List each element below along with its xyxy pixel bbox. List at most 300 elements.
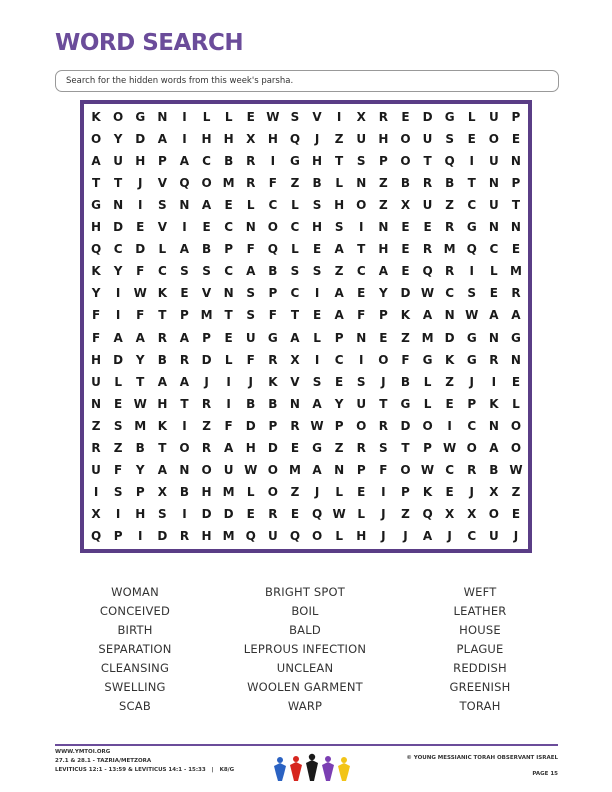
grid-letter: A (223, 440, 234, 455)
grid-letter: D (400, 418, 411, 433)
grid-letter: O (400, 132, 411, 147)
word-search-grid (80, 100, 532, 553)
grid-letter: D (201, 352, 212, 367)
grid-letter: U (422, 132, 433, 147)
grid-letter: U (113, 154, 124, 169)
grid-letter: B (246, 396, 256, 411)
grid-letter: Z (290, 484, 300, 499)
grid-letter: U (488, 154, 499, 169)
grid-letter: H (378, 132, 389, 147)
grid-letter: W (133, 286, 147, 301)
grid-letter: I (359, 352, 364, 367)
grid-letter: P (423, 440, 432, 455)
grid-letter: S (113, 418, 123, 433)
grid-letter: R (268, 352, 278, 367)
grid-letter: X (489, 484, 499, 499)
grid-letter: Z (401, 330, 410, 345)
grid-letter: Z (445, 198, 454, 213)
grid-letter: O (201, 462, 212, 477)
grid-letter: P (356, 462, 366, 477)
grid-letter: P (224, 242, 234, 257)
grid-letter: S (445, 132, 454, 147)
grid-letter: H (312, 220, 323, 235)
grid-letter: V (157, 220, 167, 235)
grid-letter: E (489, 286, 498, 301)
grid-letter: O (201, 176, 212, 191)
grid-letter: J (138, 176, 143, 191)
grid-letter: I (182, 506, 187, 521)
grid-letter: U (356, 132, 367, 147)
word-list-item: UNCLEAN (276, 661, 334, 675)
grid-letter: K (157, 286, 167, 301)
grid-letter: X (91, 506, 101, 521)
grid-letter: O (466, 440, 477, 455)
grid-letter: S (379, 440, 388, 455)
grid-letter: U (267, 528, 278, 543)
grid-letter: L (490, 264, 498, 279)
grid-letter: J (469, 484, 474, 499)
grid-letter: Z (202, 418, 211, 433)
grid-letter: L (335, 528, 343, 543)
grid-letter: I (182, 132, 187, 147)
footer-grade: K8/G (219, 767, 235, 773)
grid-letter: H (135, 506, 146, 521)
grid-letter: G (511, 330, 521, 345)
grid-letter: P (334, 330, 344, 345)
grid-letter: C (445, 462, 455, 477)
grid-letter: H (245, 440, 256, 455)
grid-letter: S (312, 264, 322, 279)
grid-letter: T (511, 198, 521, 213)
word-list-item: SCAB (119, 699, 151, 713)
grid-letter: P (334, 418, 344, 433)
grid-letter: I (491, 374, 497, 389)
grid-letter: T (158, 440, 167, 455)
grid-letter: W (420, 286, 435, 301)
grid-letter: I (314, 286, 320, 301)
grid-letter: I (138, 198, 143, 213)
grid-letter: P (378, 154, 388, 169)
grid-letter: E (312, 242, 322, 257)
grid-letter: F (136, 264, 145, 279)
grid-letter: B (224, 154, 234, 169)
grid-letter: U (91, 374, 101, 389)
grid-letter: L (335, 484, 343, 499)
grid-letter: H (91, 220, 102, 235)
grid-letter: K (157, 418, 167, 433)
grid-letter: L (467, 110, 476, 125)
grid-letter: H (378, 242, 389, 257)
grid-letter: X (290, 352, 300, 367)
grid-letter: E (224, 330, 233, 345)
children-logo-icon (270, 752, 354, 782)
grid-letter: S (334, 220, 344, 235)
grid-letter: Q (466, 242, 477, 257)
grid-letter: O (422, 418, 433, 433)
grid-letter: E (511, 374, 521, 389)
grid-letter: P (202, 330, 211, 345)
grid-letter: E (312, 308, 322, 323)
grid-letter: R (378, 418, 388, 433)
grid-letter: A (290, 330, 300, 345)
grid-letter: Y (334, 396, 344, 411)
grid-letter: O (267, 220, 278, 235)
grid-letter: G (444, 110, 455, 125)
grid-letter: U (422, 198, 433, 213)
grid-letter: D (113, 352, 124, 367)
grid-letter: F (136, 308, 145, 323)
grid-letter: G (290, 154, 300, 169)
grid-letter: D (400, 286, 411, 301)
grid-letter: N (289, 396, 300, 411)
grid-letter: Q (422, 506, 433, 521)
grid-letter: A (179, 330, 190, 345)
grid-letter: R (445, 264, 455, 279)
grid-letter: N (488, 330, 499, 345)
grid-letter: G (400, 396, 411, 411)
grid-letter: L (224, 352, 233, 367)
grid-letter: I (115, 308, 121, 323)
grid-letter: S (290, 110, 300, 125)
grid-letter: Z (334, 264, 344, 279)
grid-letter: C (334, 352, 344, 367)
footer-right (406, 750, 558, 782)
grid-letter: O (400, 462, 411, 477)
grid-letter: B (400, 176, 411, 191)
word-list (55, 584, 555, 714)
grid-letter: K (91, 110, 101, 125)
grid-letter: T (357, 242, 366, 257)
grid-letter: F (268, 308, 277, 323)
grid-letter: T (335, 154, 344, 169)
grid-letter: J (314, 132, 320, 147)
grid-letter: R (489, 352, 499, 367)
grid-letter: H (356, 528, 367, 543)
grid-letter: T (290, 308, 300, 323)
grid-letter: E (445, 484, 454, 499)
grid-letter: L (291, 198, 299, 213)
grid-letter: P (113, 528, 123, 543)
grid-letter: S (202, 264, 211, 279)
grid-letter: A (489, 308, 499, 323)
grid-letter: K (400, 308, 411, 323)
grid-letter: Z (378, 176, 388, 191)
grid-letter: G (466, 330, 477, 345)
grid-letter: F (401, 352, 410, 367)
grid-letter: Q (179, 176, 190, 191)
grid-letter: I (115, 286, 121, 301)
grid-letter: C (290, 286, 300, 301)
grid-letter: U (91, 462, 101, 477)
grid-letter: N (488, 418, 499, 433)
grid-letter: K (422, 484, 433, 499)
grid-letter: R (356, 440, 366, 455)
grid-letter: B (445, 176, 455, 191)
word-list-item: CLEANSING (100, 661, 170, 675)
grid-letter: B (201, 242, 212, 257)
grid-letter: L (246, 484, 255, 499)
grid-letter: R (511, 286, 521, 301)
grid-letter: Y (135, 352, 145, 367)
grid-letter: A (201, 198, 212, 213)
word-list-item: REDDISH (453, 661, 507, 675)
grid-letter: S (312, 198, 322, 213)
word-list-item: PLAGUE (456, 642, 504, 656)
grid-letter: P (511, 110, 521, 125)
grid-letter: A (334, 242, 344, 257)
grid-letter: N (378, 220, 389, 235)
grid-letter: E (511, 242, 521, 257)
grid-letter: R (157, 330, 167, 345)
grid-letter: T (423, 154, 432, 169)
grid-letter: Z (445, 374, 454, 389)
footer-verses: LEVITICUS 12:1 - 13:59 & LEVITICUS 14:1 - 15:33 (55, 767, 206, 773)
grid-letter: X (445, 506, 455, 521)
grid-letter: K (444, 352, 455, 367)
grid-letter: F (246, 242, 255, 257)
grid-letter: L (313, 330, 321, 345)
grid-letter: S (158, 198, 167, 213)
grid-letter: I (93, 484, 99, 499)
grid-letter: I (226, 396, 231, 411)
word-list-item: WARP (287, 699, 323, 713)
grid-letter: I (359, 220, 364, 235)
grid-letter: Q (90, 242, 102, 257)
grid-letter: V (312, 110, 322, 125)
grid-letter: I (182, 220, 187, 235)
grid-letter: S (158, 506, 167, 521)
grid-letter: N (444, 308, 455, 323)
grid-letter: R (201, 440, 212, 455)
grid-letter: C (290, 220, 300, 235)
grid-letter: E (423, 220, 432, 235)
grid-letter: R (467, 462, 477, 477)
grid-letter: Q (444, 154, 455, 169)
grid-letter: F (268, 176, 277, 191)
word-list-item: TORAH (459, 699, 501, 713)
grid-letter: W (244, 462, 258, 477)
grid-letter: Q (289, 132, 301, 147)
grid-letter: L (512, 396, 520, 411)
grid-letter: J (381, 528, 386, 543)
grid-letter: M (288, 462, 301, 477)
grid-letter: M (222, 176, 235, 191)
grid-letter: U (245, 330, 256, 345)
word-list-column-1 (55, 584, 215, 717)
grid-letter: K (489, 396, 499, 411)
grid-letter: S (246, 286, 256, 301)
grid-letter: O (488, 506, 499, 521)
grid-letter: T (180, 396, 189, 411)
grid-letter: R (378, 110, 388, 125)
grid-letter: T (158, 308, 167, 323)
grid-letter: U (488, 528, 499, 543)
grid-letter: D (201, 506, 212, 521)
grid-letter: X (356, 110, 366, 125)
grid-letter: L (423, 374, 432, 389)
grid-letter: L (246, 198, 255, 213)
grid-letter: S (113, 484, 123, 499)
grid-letter: Y (113, 264, 123, 279)
grid-letter: O (400, 154, 411, 169)
grid-letter: U (356, 396, 367, 411)
grid-letter: E (290, 506, 300, 521)
grid-letter: A (489, 440, 499, 455)
grid-letter: R (290, 418, 300, 433)
grid-letter: A (91, 154, 101, 169)
grid-letter: G (267, 330, 278, 345)
grid-letter: A (378, 264, 388, 279)
grid-letter: A (312, 462, 322, 477)
grid-letter: R (268, 506, 278, 521)
grid-letter: A (179, 374, 190, 389)
footer-divider (55, 744, 558, 746)
grid-letter: F (357, 308, 366, 323)
grid-letter: J (447, 528, 452, 543)
grid-letter: J (381, 374, 386, 389)
grid-letter: V (290, 374, 300, 389)
grid-letter: K (268, 374, 278, 389)
grid-letter: E (290, 440, 300, 455)
grid-letter: I (447, 418, 452, 433)
grid-letter: I (226, 374, 231, 389)
grid-letter: R (179, 528, 190, 543)
grid-letter: Q (267, 242, 278, 257)
grid-letter: O (267, 484, 278, 499)
grid-letter: P (157, 154, 167, 169)
grid-letter: E (202, 220, 211, 235)
grid-letter: O (510, 440, 522, 455)
grid-letter: Z (91, 418, 101, 433)
grid-letter: E (401, 242, 410, 257)
footer-page-number: PAGE 15 (532, 771, 558, 777)
grid-letter: E (357, 286, 366, 301)
grid-letter: R (422, 176, 433, 191)
page-title: WORD SEARCH (55, 30, 244, 56)
word-list-column-2 (225, 584, 385, 717)
word-list-item: BALD (289, 623, 321, 637)
grid-letter: Q (422, 264, 433, 279)
grid-letter: L (202, 110, 211, 125)
grid-letter: T (91, 176, 101, 191)
grid-letter: E (401, 264, 410, 279)
grid-letter: Z (378, 198, 388, 213)
grid-letter: N (356, 176, 367, 191)
grid-letter: C (113, 242, 123, 257)
word-list-item: LEATHER (453, 604, 507, 618)
grid-letter: C (489, 242, 499, 257)
grid-letter: I (469, 154, 474, 169)
grid-letter: H (201, 528, 212, 543)
grid-letter: A (157, 132, 167, 147)
grid-letter: E (401, 220, 410, 235)
grid-letter: J (513, 528, 519, 543)
grid-letter: P (268, 286, 278, 301)
grid-letter: N (157, 110, 168, 125)
grid-letter: N (510, 352, 521, 367)
grid-letter: V (201, 286, 212, 301)
grid-letter: W (465, 308, 479, 323)
grid-letter: O (510, 418, 522, 433)
grid-letter: F (379, 462, 388, 477)
grid-letter: S (356, 374, 366, 389)
grid-letter: R (246, 176, 256, 191)
grid-letter: S (246, 308, 256, 323)
grid-letter: R (445, 220, 455, 235)
grid-letter: E (246, 110, 255, 125)
grid-letter: H (201, 484, 212, 499)
grid-letter: E (224, 198, 233, 213)
grid-letter: O (179, 440, 190, 455)
grid-letter: Q (90, 528, 102, 543)
grid-letter: E (511, 506, 521, 521)
grid-letter: E (511, 132, 521, 147)
grid-letter: E (401, 110, 410, 125)
grid-letter: C (467, 528, 477, 543)
footer-copyright: © YOUNG MESSIANIC TORAH OBSERVANT ISRAEL (406, 755, 558, 761)
word-list-item: WOMAN (111, 585, 159, 599)
grid-letter: B (268, 264, 278, 279)
footer-verses-line: LEVITICUS 12:1 - 13:59 & LEVITICUS 14:1 - 15:33 | K8/G (55, 767, 235, 773)
grid-letter: W (310, 418, 324, 433)
grid-letter: E (379, 330, 388, 345)
grid-letter: R (91, 440, 101, 455)
grid-letter: E (357, 484, 366, 499)
grid-letter: D (422, 110, 433, 125)
grid-letter: C (224, 220, 234, 235)
grid-letter: Y (91, 286, 101, 301)
grid-letter: W (332, 506, 346, 521)
grid-letter: F (91, 308, 101, 323)
grid-letter: Z (290, 176, 300, 191)
grid-letter: T (467, 176, 476, 191)
instruction-box: Search for the hidden words from this week's parsha. (55, 70, 559, 92)
grid-letter: I (336, 110, 342, 125)
grid-letter: R (422, 242, 433, 257)
grid-letter: Y (113, 132, 123, 147)
grid-letter: X (400, 198, 411, 213)
grid-letter: A (422, 528, 433, 543)
grid-letter: X (157, 484, 167, 499)
word-list-column-3 (400, 584, 560, 717)
grid-letter: J (469, 374, 474, 389)
grid-letter: R (201, 396, 212, 411)
grid-letter: C (467, 418, 477, 433)
grid-letter: G (91, 198, 101, 213)
grid-letter: O (113, 110, 124, 125)
grid-letter: D (113, 220, 124, 235)
word-list-item: SEPARATION (98, 642, 172, 656)
grid-letter: B (179, 484, 190, 499)
grid-letter: I (182, 418, 187, 433)
grid-letter: L (291, 242, 299, 257)
grid-letter: N (488, 220, 499, 235)
word-list-item: SWELLING (104, 680, 166, 694)
grid-letter: W (420, 462, 435, 477)
grid-letter: A (312, 396, 322, 411)
grid-letter: H (135, 154, 146, 169)
word-list-item: LEPROUS INFECTION (243, 642, 367, 656)
grid-letter: C (268, 198, 278, 213)
grid-letter: W (266, 110, 280, 125)
grid-letter: H (201, 132, 212, 147)
grid-letter: E (136, 220, 145, 235)
grid-letter: C (356, 264, 366, 279)
grid-letter: I (381, 484, 386, 499)
grid-letter: B (157, 352, 167, 367)
grid-letter: M (200, 308, 213, 323)
grid-letter: L (224, 110, 233, 125)
